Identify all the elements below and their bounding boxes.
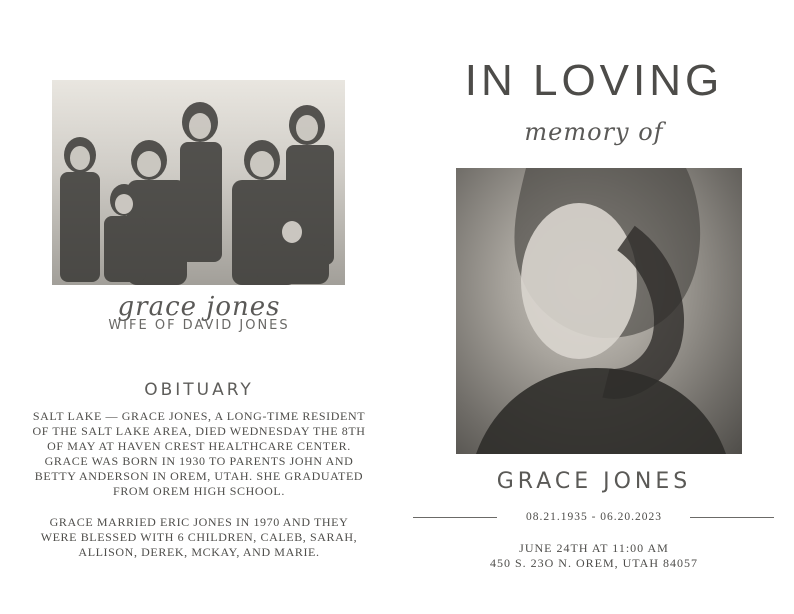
service-address: 450 S. 23O N. OREM, UTAH 84057: [489, 556, 699, 570]
life-dates: 08.21.1935 - 06.20.2023: [525, 511, 663, 523]
family-photo: [52, 80, 345, 285]
obituary-paragraph-1: SALT LAKE — GRACE JONES, A LONG-TIME RESIDENT OF THE SALT LAKE AREA, DIED WEDNESDAY THE 8TH OF MAY AT HAVEN CREST HEALTHCARE CENTER. GRACE WAS BORN IN 1930 TO PARENTS JOHN AND BETTY ANDERSON IN OREM, UTAH. SHE GRADUATED FROM OREM HIGH SCHOOL.: [32, 409, 366, 498]
obituary-heading: OBITUARY: [144, 380, 254, 400]
script-name: grace jones: [117, 292, 281, 322]
name-heading: GRACE JONES: [496, 469, 692, 494]
obituary-paragraph-2: GRACE MARRIED ERIC JONES IN 1970 AND THEY WERE BLESSED WITH 6 CHILDREN, CALEB, SARAH, ALLISON, DEREK, MCKAY, AND MARIE.: [40, 515, 358, 559]
memory-of-script: memory of: [524, 118, 664, 146]
portrait-photo: [456, 168, 742, 454]
family-photo-illustration: [52, 80, 345, 285]
subtitle: WIFE OF DAVID JONES: [108, 318, 290, 333]
portrait-illustration: [456, 168, 742, 454]
service-time: JUNE 24TH AT 11:00 AM: [519, 541, 669, 555]
in-loving-heading: IN LOVING: [464, 56, 724, 105]
